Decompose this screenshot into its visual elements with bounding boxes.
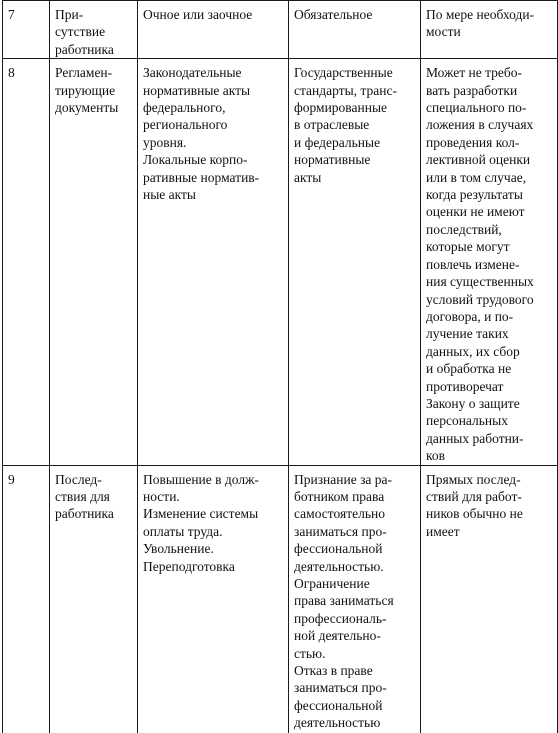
form-cell: Законодательные нормативные акты федерального, регионального уровня. Локальные корпо- ративные норматив- ные акты: [138, 59, 289, 465]
criterion-cell: Послед- ствия для работника: [50, 465, 138, 733]
note-cell: Может не требо- вать разработки специального по- ложения в случаях проведения кол- лективной оценки или в том случае, когда результаты оценки не имеют последствий, которые могут повлечь измене- ния существенных условий трудового договора, и по- лучение таких данных, их сбор и обработка не противоречат Закону о защите персональных данных работни- ков: [421, 59, 558, 465]
form-cell: Очное или заочное: [138, 1, 289, 59]
criterion-cell: При- сутствие работника: [50, 1, 138, 59]
form-cell: Повышение в долж- ности. Изменение системы оплаты труда. Увольнение. Переподготовка: [138, 465, 289, 733]
row-number-cell: 7: [3, 1, 50, 59]
note-cell: По мере необходи- мости: [421, 1, 558, 59]
mandatory-cell: Государственные стандарты, транс- формированные в отраслевые и федеральные нормативные акты: [289, 59, 421, 465]
row-number-cell: 8: [3, 59, 50, 465]
table-row: [3, 465, 558, 733]
note-cell: Прямых послед- ствий для работ- ников обычно не имеет: [421, 465, 558, 733]
document-table: [2, 0, 558, 733]
criterion-cell: Регламен- тирующие документы: [50, 59, 138, 465]
mandatory-cell: Обязательное: [289, 1, 421, 59]
mandatory-cell: Признание за ра- ботником права самостоятельно заниматься про- фессиональной деятельностью. Ограничение права заниматься профессиональ- ной деятельно- стью. Отказ в праве заниматься про- фессиональной деятельностью: [289, 465, 421, 733]
table-row: [3, 59, 558, 465]
table-row: [3, 1, 558, 59]
row-number-cell: 9: [3, 465, 50, 733]
